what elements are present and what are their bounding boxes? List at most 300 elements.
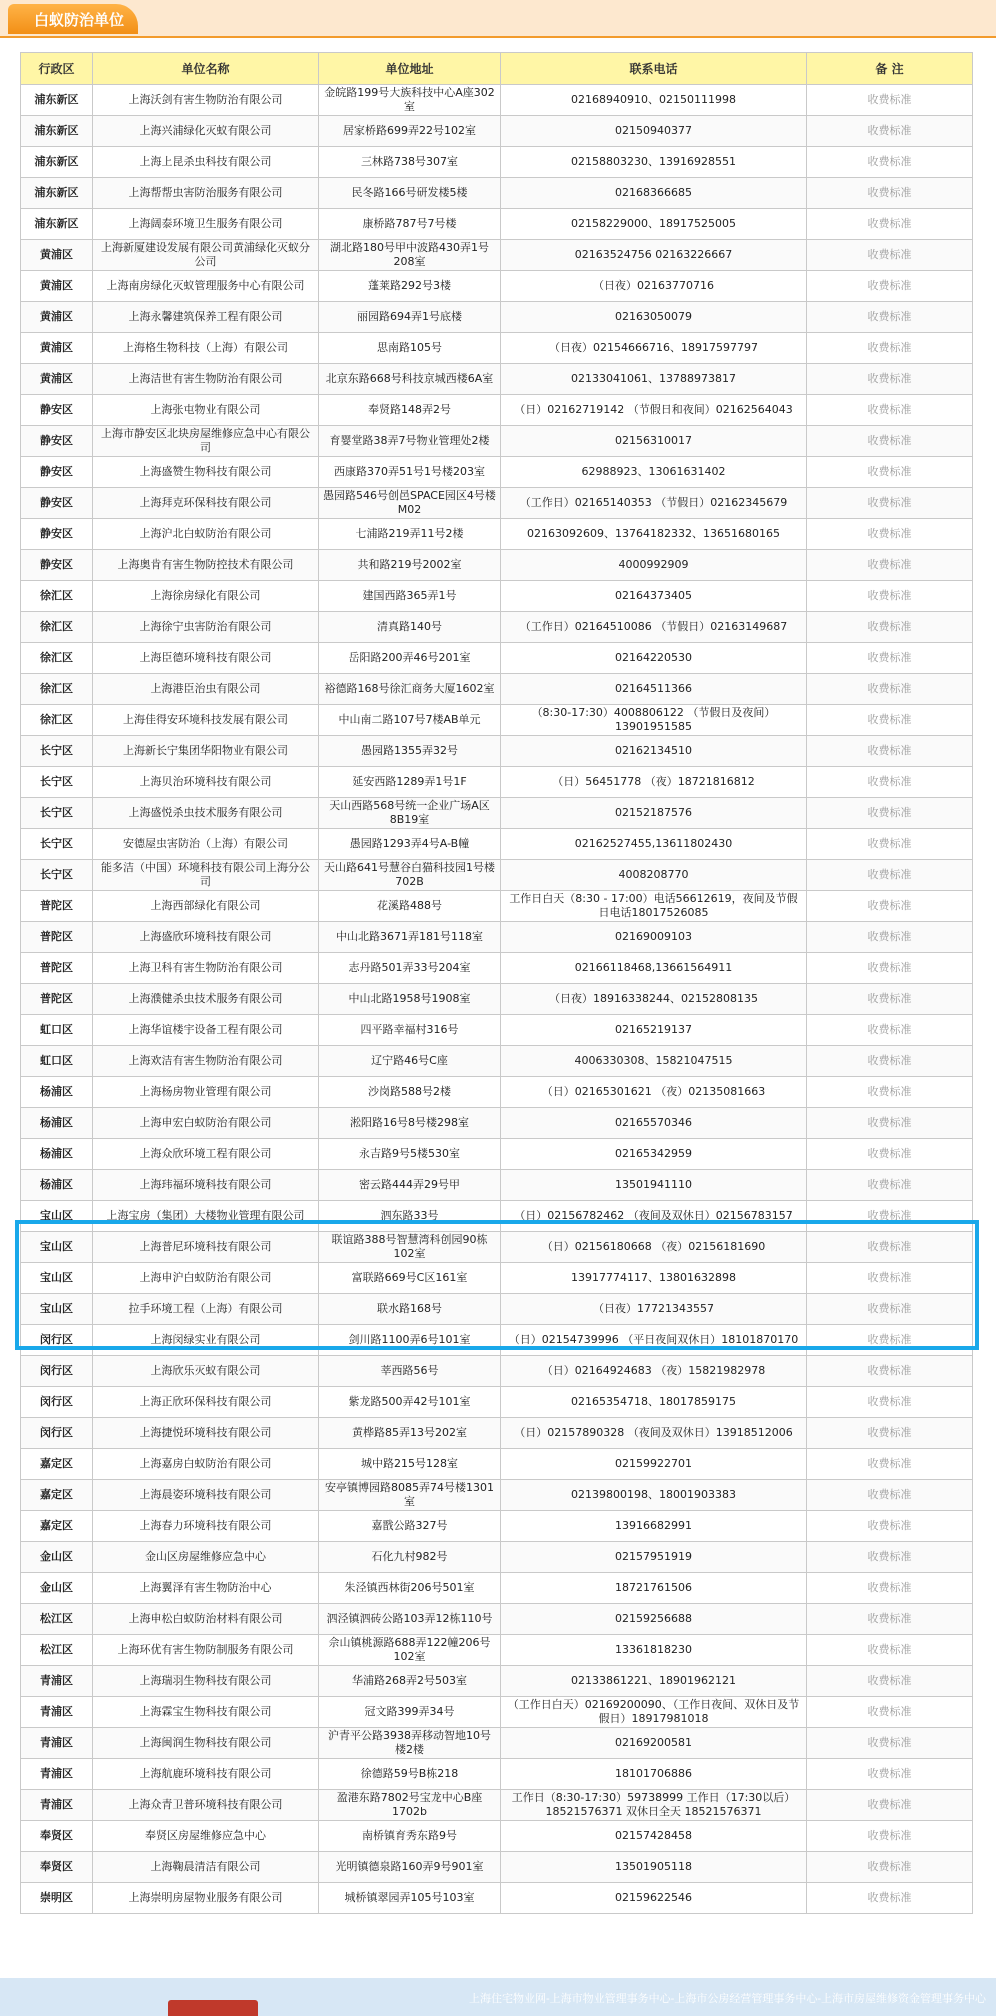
phone-cell: 02158803230、13916928551 (501, 147, 807, 178)
district-cell: 徐汇区 (21, 612, 93, 643)
phone-cell: 13917774117、13801632898 (501, 1263, 807, 1294)
district-cell: 徐汇区 (21, 643, 93, 674)
company-cell: 上海洁世有害生物防治有限公司 (93, 364, 319, 395)
table-row (21, 147, 973, 178)
district-cell: 宝山区 (21, 1263, 93, 1294)
address-cell: 愚园路1293弄4号A-B幢 (319, 829, 501, 860)
phone-cell: 02165342959 (501, 1139, 807, 1170)
table-row (21, 674, 973, 705)
table-row (21, 1108, 973, 1139)
remark-link[interactable]: 收费标准 (807, 426, 973, 457)
phone-cell: 4006330308、15821047515 (501, 1046, 807, 1077)
phone-cell: 4008208770 (501, 860, 807, 891)
phone-cell: （8:30-17:30）4008806122 （节假日及夜间）13901951585 (501, 705, 807, 736)
address-cell: 湖北路180号甲中波路430弄1号208室 (319, 240, 501, 271)
remark-link[interactable]: 收费标准 (807, 1015, 973, 1046)
remark-link[interactable]: 收费标准 (807, 1387, 973, 1418)
address-cell: 思南路105号 (319, 333, 501, 364)
remark-link[interactable]: 收费标准 (807, 674, 973, 705)
company-cell: 上海沃剑有害生物防治有限公司 (93, 85, 319, 116)
phone-cell: （工作日白天）02169200090、（工作日夜间、双休日及节假日）18917981018 (501, 1697, 807, 1728)
company-cell: 上海盛欣环境科技有限公司 (93, 922, 319, 953)
address-cell: 丽园路694弄1号底楼 (319, 302, 501, 333)
remark-link[interactable]: 收费标准 (807, 1170, 973, 1201)
remark-link[interactable]: 收费标准 (807, 550, 973, 581)
phone-cell: 02157428458 (501, 1821, 807, 1852)
remark-link[interactable]: 收费标准 (807, 612, 973, 643)
table-row (21, 1418, 973, 1449)
phone-cell: （日）02157890328 （夜间及双休日）13918512006 (501, 1418, 807, 1449)
company-cell: 上海永馨建筑保养工程有限公司 (93, 302, 319, 333)
district-cell: 嘉定区 (21, 1449, 93, 1480)
remark-link[interactable]: 收费标准 (807, 395, 973, 426)
remark-link[interactable]: 收费标准 (807, 364, 973, 395)
district-cell: 长宁区 (21, 798, 93, 829)
address-cell: 三林路738号307室 (319, 147, 501, 178)
remark-link[interactable]: 收费标准 (807, 829, 973, 860)
remark-link[interactable]: 收费标准 (807, 1356, 973, 1387)
district-cell: 浦东新区 (21, 209, 93, 240)
address-cell: 泗东路33号 (319, 1201, 501, 1232)
company-cell: 金山区房屋维修应急中心 (93, 1542, 319, 1573)
table-row (21, 519, 973, 550)
column-header-address: 单位地址 (319, 53, 501, 85)
district-cell: 普陀区 (21, 922, 93, 953)
company-cell: 能多洁（中国）环境科技有限公司上海分公司 (93, 860, 319, 891)
table-row (21, 953, 973, 984)
district-cell: 普陀区 (21, 953, 93, 984)
phone-cell: （日）02156782462 （夜间及双休日）02156783157 (501, 1201, 807, 1232)
district-cell: 静安区 (21, 519, 93, 550)
district-cell: 浦东新区 (21, 116, 93, 147)
district-cell: 杨浦区 (21, 1139, 93, 1170)
remark-link[interactable]: 收费标准 (807, 1697, 973, 1728)
district-cell: 黄浦区 (21, 302, 93, 333)
district-cell: 嘉定区 (21, 1480, 93, 1511)
table-body (21, 85, 973, 1914)
phone-cell: （日）02154739996 （平日夜间双休日）18101870170 (501, 1325, 807, 1356)
remark-link[interactable]: 收费标准 (807, 1573, 973, 1604)
company-cell: 上海拜克环保科技有限公司 (93, 488, 319, 519)
address-cell: 朱泾镇西林街206号501室 (319, 1573, 501, 1604)
footer-links[interactable]: 上海住宅物业网-上海市物业管理事务中心-上海市公房经营管理事务中心-上海市房屋维修资金管理事务中心 (469, 1993, 986, 2005)
phone-cell: 02168940910、02150111998 (501, 85, 807, 116)
remark-link[interactable]: 收费标准 (807, 643, 973, 674)
remark-link[interactable]: 收费标准 (807, 1325, 973, 1356)
company-cell: 上海臣德环境科技有限公司 (93, 643, 319, 674)
address-cell: 徐德路59号B栋218 (319, 1759, 501, 1790)
remark-link[interactable]: 收费标准 (807, 1759, 973, 1790)
table-row (21, 116, 973, 147)
remark-link[interactable]: 收费标准 (807, 85, 973, 116)
phone-cell: 02139800198、18001903383 (501, 1480, 807, 1511)
district-cell: 青浦区 (21, 1666, 93, 1697)
remark-link[interactable]: 收费标准 (807, 1821, 973, 1852)
phone-cell: 02133861221、18901962121 (501, 1666, 807, 1697)
remark-link[interactable]: 收费标准 (807, 1542, 973, 1573)
remark-link[interactable]: 收费标准 (807, 984, 973, 1015)
district-cell: 黄浦区 (21, 271, 93, 302)
phone-cell: 02168366685 (501, 178, 807, 209)
table-row (21, 1387, 973, 1418)
district-cell: 金山区 (21, 1542, 93, 1573)
district-cell: 静安区 (21, 457, 93, 488)
phone-cell: 13501905118 (501, 1852, 807, 1883)
address-cell: 沙岗路588号2楼 (319, 1077, 501, 1108)
table-row (21, 1015, 973, 1046)
company-cell: 奉贤区房屋维修应急中心 (93, 1821, 319, 1852)
address-cell: 花溪路488号 (319, 891, 501, 922)
remark-link[interactable]: 收费标准 (807, 860, 973, 891)
company-cell: 上海嘉房白蚁防治有限公司 (93, 1449, 319, 1480)
table-row (21, 581, 973, 612)
remark-link[interactable]: 收费标准 (807, 1046, 973, 1077)
company-cell: 上海瑞羽生物科技有限公司 (93, 1666, 319, 1697)
district-cell: 普陀区 (21, 984, 93, 1015)
company-cell: 上海欣乐灭蚁有限公司 (93, 1356, 319, 1387)
remark-link[interactable]: 收费标准 (807, 333, 973, 364)
phone-cell: 18721761506 (501, 1573, 807, 1604)
remark-link[interactable]: 收费标准 (807, 116, 973, 147)
company-cell: 上海兴浦绿化灭蚁有限公司 (93, 116, 319, 147)
remark-link[interactable]: 收费标准 (807, 1294, 973, 1325)
phone-cell: 13916682991 (501, 1511, 807, 1542)
company-cell: 上海徐宁虫害防治有限公司 (93, 612, 319, 643)
address-cell: 康桥路787号7号楼 (319, 209, 501, 240)
phone-cell: （日夜）02163770716 (501, 271, 807, 302)
phone-cell: 02165219137 (501, 1015, 807, 1046)
remark-link[interactable]: 收费标准 (807, 1852, 973, 1883)
district-cell: 长宁区 (21, 829, 93, 860)
remark-link[interactable]: 收费标准 (807, 147, 973, 178)
remark-link[interactable]: 收费标准 (807, 922, 973, 953)
remark-link[interactable]: 收费标准 (807, 1511, 973, 1542)
company-cell: 上海申松白蚁防治材料有限公司 (93, 1604, 319, 1635)
address-cell: 永吉路9号5楼530室 (319, 1139, 501, 1170)
address-cell: 愚园路546号创邑SPACE园区4号楼M02 (319, 488, 501, 519)
company-cell: 上海上昆杀虫科技有限公司 (93, 147, 319, 178)
table-row (21, 705, 973, 736)
address-cell: 富联路669号C区161室 (319, 1263, 501, 1294)
company-cell: 上海徐房绿化有限公司 (93, 581, 319, 612)
company-cell: 上海西部绿化有限公司 (93, 891, 319, 922)
remark-link[interactable]: 收费标准 (807, 1108, 973, 1139)
address-cell: 沪青平公路3938弄移动智地10号楼2楼 (319, 1728, 501, 1759)
district-cell: 浦东新区 (21, 178, 93, 209)
company-cell: 安德屋虫害防治（上海）有限公司 (93, 829, 319, 860)
phone-cell: 02163524756 02163226667 (501, 240, 807, 271)
company-cell: 上海捷悦环境科技有限公司 (93, 1418, 319, 1449)
remark-link[interactable]: 收费标准 (807, 240, 973, 271)
company-cell: 上海申宏白蚁防治有限公司 (93, 1108, 319, 1139)
company-cell: 上海众青卫普环境科技有限公司 (93, 1790, 319, 1821)
table-row (21, 612, 973, 643)
table-row (21, 1790, 973, 1821)
table-row (21, 1356, 973, 1387)
table-row (21, 736, 973, 767)
district-cell: 青浦区 (21, 1697, 93, 1728)
district-cell: 闵行区 (21, 1356, 93, 1387)
table-row (21, 643, 973, 674)
phone-cell: （日夜）17721343557 (501, 1294, 807, 1325)
company-cell: 上海翼泽有害生物防治中心 (93, 1573, 319, 1604)
district-cell: 闵行区 (21, 1325, 93, 1356)
district-cell: 浦东新区 (21, 147, 93, 178)
table-row (21, 178, 973, 209)
phone-cell: 62988923、13061631402 (501, 457, 807, 488)
address-cell: 冠文路399弄34号 (319, 1697, 501, 1728)
phone-cell: 02159922701 (501, 1449, 807, 1480)
phone-cell: （日）02165301621 （夜）02135081663 (501, 1077, 807, 1108)
phone-cell: （工作日）02165140353 （节假日）02162345679 (501, 488, 807, 519)
company-cell: 上海崇明房屋物业服务有限公司 (93, 1883, 319, 1914)
remark-link[interactable]: 收费标准 (807, 457, 973, 488)
phone-cell: 02133041061、13788973817 (501, 364, 807, 395)
remark-link[interactable]: 收费标准 (807, 1728, 973, 1759)
address-cell: 奉贤路148弄2号 (319, 395, 501, 426)
remark-link[interactable]: 收费标准 (807, 798, 973, 829)
company-cell: 上海市静安区北块房屋维修应急中心有限公司 (93, 426, 319, 457)
company-cell: 上海杨房物业管理有限公司 (93, 1077, 319, 1108)
address-cell: 居家桥路699弄22号102室 (319, 116, 501, 147)
remark-link[interactable]: 收费标准 (807, 1604, 973, 1635)
address-cell: 黄桦路85弄13号202室 (319, 1418, 501, 1449)
phone-cell: （日）02156180668 （夜）02156181690 (501, 1232, 807, 1263)
remark-link[interactable]: 收费标准 (807, 1449, 973, 1480)
address-cell: 嘉戬公路327号 (319, 1511, 501, 1542)
phone-cell: （日）02164924683 （夜）15821982978 (501, 1356, 807, 1387)
district-cell: 松江区 (21, 1604, 93, 1635)
district-cell: 徐汇区 (21, 581, 93, 612)
company-cell: 上海濮健杀虫技术服务有限公司 (93, 984, 319, 1015)
address-cell: 泗泾镇泗砖公路103弄12栋110号 (319, 1604, 501, 1635)
table-row (21, 426, 973, 457)
company-cell: 上海新长宁集团华阳物业有限公司 (93, 736, 319, 767)
remark-link[interactable]: 收费标准 (807, 302, 973, 333)
remark-link[interactable]: 收费标准 (807, 1232, 973, 1263)
company-cell: 上海鞠晨清洁有限公司 (93, 1852, 319, 1883)
district-cell: 徐汇区 (21, 674, 93, 705)
table-row (21, 488, 973, 519)
district-cell: 杨浦区 (21, 1077, 93, 1108)
address-cell: 盈港东路7802号宝龙中心B座1702b (319, 1790, 501, 1821)
column-header-district: 行政区 (21, 53, 93, 85)
remark-link[interactable]: 收费标准 (807, 271, 973, 302)
table-row (21, 798, 973, 829)
table-row (21, 1511, 973, 1542)
phone-cell: 02169200581 (501, 1728, 807, 1759)
phone-cell: 工作日（8:30-17:30）59738999 工作日（17:30以后）18521576371 双休日全天 18521576371 (501, 1790, 807, 1821)
company-cell: 上海港臣治虫有限公司 (93, 674, 319, 705)
address-cell: 辽宁路46号C座 (319, 1046, 501, 1077)
district-cell: 虹口区 (21, 1015, 93, 1046)
phone-cell: （日夜）18916338244、02152808135 (501, 984, 807, 1015)
district-cell: 宝山区 (21, 1232, 93, 1263)
company-cell: 上海新厦建设发展有限公司黄浦绿化灭蚁分公司 (93, 240, 319, 271)
address-cell: 天山西路568号统一企业广场A区8B19室 (319, 798, 501, 829)
address-cell: 联谊路388号智慧湾科创园90栋102室 (319, 1232, 501, 1263)
phone-cell: 02163050079 (501, 302, 807, 333)
district-cell: 金山区 (21, 1573, 93, 1604)
company-cell: 上海宝房（集团）大楼物业管理有限公司 (93, 1201, 319, 1232)
remark-link[interactable]: 收费标准 (807, 178, 973, 209)
district-cell: 杨浦区 (21, 1108, 93, 1139)
table-row (21, 891, 973, 922)
address-cell: 佘山镇桃源路688弄122幢206号102室 (319, 1635, 501, 1666)
address-cell: 岳阳路200弄46号201室 (319, 643, 501, 674)
remark-link[interactable]: 收费标准 (807, 736, 973, 767)
district-cell: 嘉定区 (21, 1511, 93, 1542)
phone-cell: （日）02162719142 （节假日和夜间）02162564043 (501, 395, 807, 426)
company-cell: 上海霖宝生物科技有限公司 (93, 1697, 319, 1728)
table-row (21, 457, 973, 488)
phone-cell: 4000992909 (501, 550, 807, 581)
table-row (21, 85, 973, 116)
column-header-remark: 备 注 (807, 53, 973, 85)
address-cell: 延安西路1289弄1号1F (319, 767, 501, 798)
phone-cell: 02163092609、13764182332、13651680165 (501, 519, 807, 550)
footer-bar (0, 1978, 996, 2016)
phone-cell: （日）56451778 （夜）18721816812 (501, 767, 807, 798)
table-row (21, 271, 973, 302)
remark-link[interactable]: 收费标准 (807, 891, 973, 922)
top-divider (0, 36, 996, 38)
district-cell: 奉贤区 (21, 1821, 93, 1852)
table-row (21, 984, 973, 1015)
table-row (21, 1604, 973, 1635)
remark-link[interactable]: 收费标准 (807, 581, 973, 612)
district-cell: 青浦区 (21, 1790, 93, 1821)
district-cell: 闵行区 (21, 1387, 93, 1418)
address-cell: 共和路219号2002室 (319, 550, 501, 581)
remark-link[interactable]: 收费标准 (807, 488, 973, 519)
district-cell: 静安区 (21, 395, 93, 426)
company-cell: 上海帮帮虫害防治服务有限公司 (93, 178, 319, 209)
address-cell: 安亭镇博园路8085弄74号楼1301室 (319, 1480, 501, 1511)
table-row (21, 1542, 973, 1573)
highlight-box (15, 1220, 979, 1350)
company-cell: 上海晨姿环境科技有限公司 (93, 1480, 319, 1511)
address-cell: 光明镇德泉路160弄9号901室 (319, 1852, 501, 1883)
remark-link[interactable]: 收费标准 (807, 209, 973, 240)
remark-link[interactable]: 收费标准 (807, 1418, 973, 1449)
remark-link[interactable]: 收费标准 (807, 1263, 973, 1294)
section-tab[interactable]: 白蚁防治单位 (8, 4, 138, 34)
phone-cell: 02156310017 (501, 426, 807, 457)
remark-link[interactable]: 收费标准 (807, 519, 973, 550)
company-cell: 上海卫科有害生物防治有限公司 (93, 953, 319, 984)
address-cell: 华浦路268弄2号503室 (319, 1666, 501, 1697)
table-row (21, 395, 973, 426)
address-cell: 清真路140号 (319, 612, 501, 643)
phone-cell: 02162527455,13611802430 (501, 829, 807, 860)
district-cell: 黄浦区 (21, 333, 93, 364)
remark-link[interactable]: 收费标准 (807, 1480, 973, 1511)
district-cell: 杨浦区 (21, 1170, 93, 1201)
table-row (21, 860, 973, 891)
remark-link[interactable]: 收费标准 (807, 1635, 973, 1666)
remark-link[interactable]: 收费标准 (807, 1883, 973, 1914)
district-cell: 徐汇区 (21, 705, 93, 736)
company-cell: 上海南房绿化灭蚁管理服务中心有限公司 (93, 271, 319, 302)
district-cell: 长宁区 (21, 860, 93, 891)
remark-link[interactable]: 收费标准 (807, 1077, 973, 1108)
remark-link[interactable]: 收费标准 (807, 767, 973, 798)
remark-link[interactable]: 收费标准 (807, 1139, 973, 1170)
address-cell: 中山北路1958号1908室 (319, 984, 501, 1015)
phone-cell: 02165354718、18017859175 (501, 1387, 807, 1418)
table-header-row (21, 53, 973, 85)
phone-cell: 02169009103 (501, 922, 807, 953)
company-cell: 上海环优有害生物防制服务有限公司 (93, 1635, 319, 1666)
phone-cell: 02165570346 (501, 1108, 807, 1139)
top-band (0, 0, 996, 38)
phone-cell: 13361818230 (501, 1635, 807, 1666)
company-cell: 上海奥肯有害生物防控技术有限公司 (93, 550, 319, 581)
district-cell: 青浦区 (21, 1728, 93, 1759)
phone-cell: 02152187576 (501, 798, 807, 829)
phone-cell: 02166118468,13661564911 (501, 953, 807, 984)
address-cell: 金皖路199号大族科技中心A座302室 (319, 85, 501, 116)
address-cell: 紫龙路500弄42号101室 (319, 1387, 501, 1418)
table-row (21, 1821, 973, 1852)
district-cell: 虹口区 (21, 1046, 93, 1077)
table-row (21, 1170, 973, 1201)
table-row (21, 302, 973, 333)
address-cell: 蓬莱路292号3楼 (319, 271, 501, 302)
district-cell: 奉贤区 (21, 1852, 93, 1883)
company-cell: 上海沪北白蚁防治有限公司 (93, 519, 319, 550)
address-cell: 中山北路3671弄181号118室 (319, 922, 501, 953)
company-cell: 上海春力环境科技有限公司 (93, 1511, 319, 1542)
company-cell: 上海阔泰环境卫生服务有限公司 (93, 209, 319, 240)
address-cell: 密云路444弄29号甲 (319, 1170, 501, 1201)
address-cell: 裕德路168号徐汇商务大厦1602室 (319, 674, 501, 705)
remark-link[interactable]: 收费标准 (807, 1201, 973, 1232)
table-row (21, 1666, 973, 1697)
phone-cell: 02162134510 (501, 736, 807, 767)
table-row (21, 333, 973, 364)
company-table (20, 52, 973, 1914)
district-cell: 青浦区 (21, 1759, 93, 1790)
address-cell: 联水路168号 (319, 1294, 501, 1325)
company-cell: 拉手环境工程（上海）有限公司 (93, 1294, 319, 1325)
table-row (21, 1852, 973, 1883)
phone-cell: 02159622546 (501, 1883, 807, 1914)
district-cell: 黄浦区 (21, 364, 93, 395)
table-row (21, 1480, 973, 1511)
company-cell: 上海闽润生物科技有限公司 (93, 1728, 319, 1759)
company-cell: 上海盛赞生物科技有限公司 (93, 457, 319, 488)
remark-link[interactable]: 收费标准 (807, 1790, 973, 1821)
table-row (21, 922, 973, 953)
address-cell: 西康路370弄51号1号楼203室 (319, 457, 501, 488)
address-cell: 中山南二路107号7楼AB单元 (319, 705, 501, 736)
table-row (21, 550, 973, 581)
address-cell: 淞阳路16号8号楼298室 (319, 1108, 501, 1139)
district-cell: 长宁区 (21, 736, 93, 767)
address-cell: 剑川路1100弄6号101室 (319, 1325, 501, 1356)
remark-link[interactable]: 收费标准 (807, 705, 973, 736)
company-cell: 上海闵绿实业有限公司 (93, 1325, 319, 1356)
district-cell: 崇明区 (21, 1883, 93, 1914)
remark-link[interactable]: 收费标准 (807, 953, 973, 984)
address-cell: 城中路215号128室 (319, 1449, 501, 1480)
district-cell: 宝山区 (21, 1294, 93, 1325)
district-cell: 静安区 (21, 426, 93, 457)
phone-cell: 02164373405 (501, 581, 807, 612)
remark-link[interactable]: 收费标准 (807, 1666, 973, 1697)
